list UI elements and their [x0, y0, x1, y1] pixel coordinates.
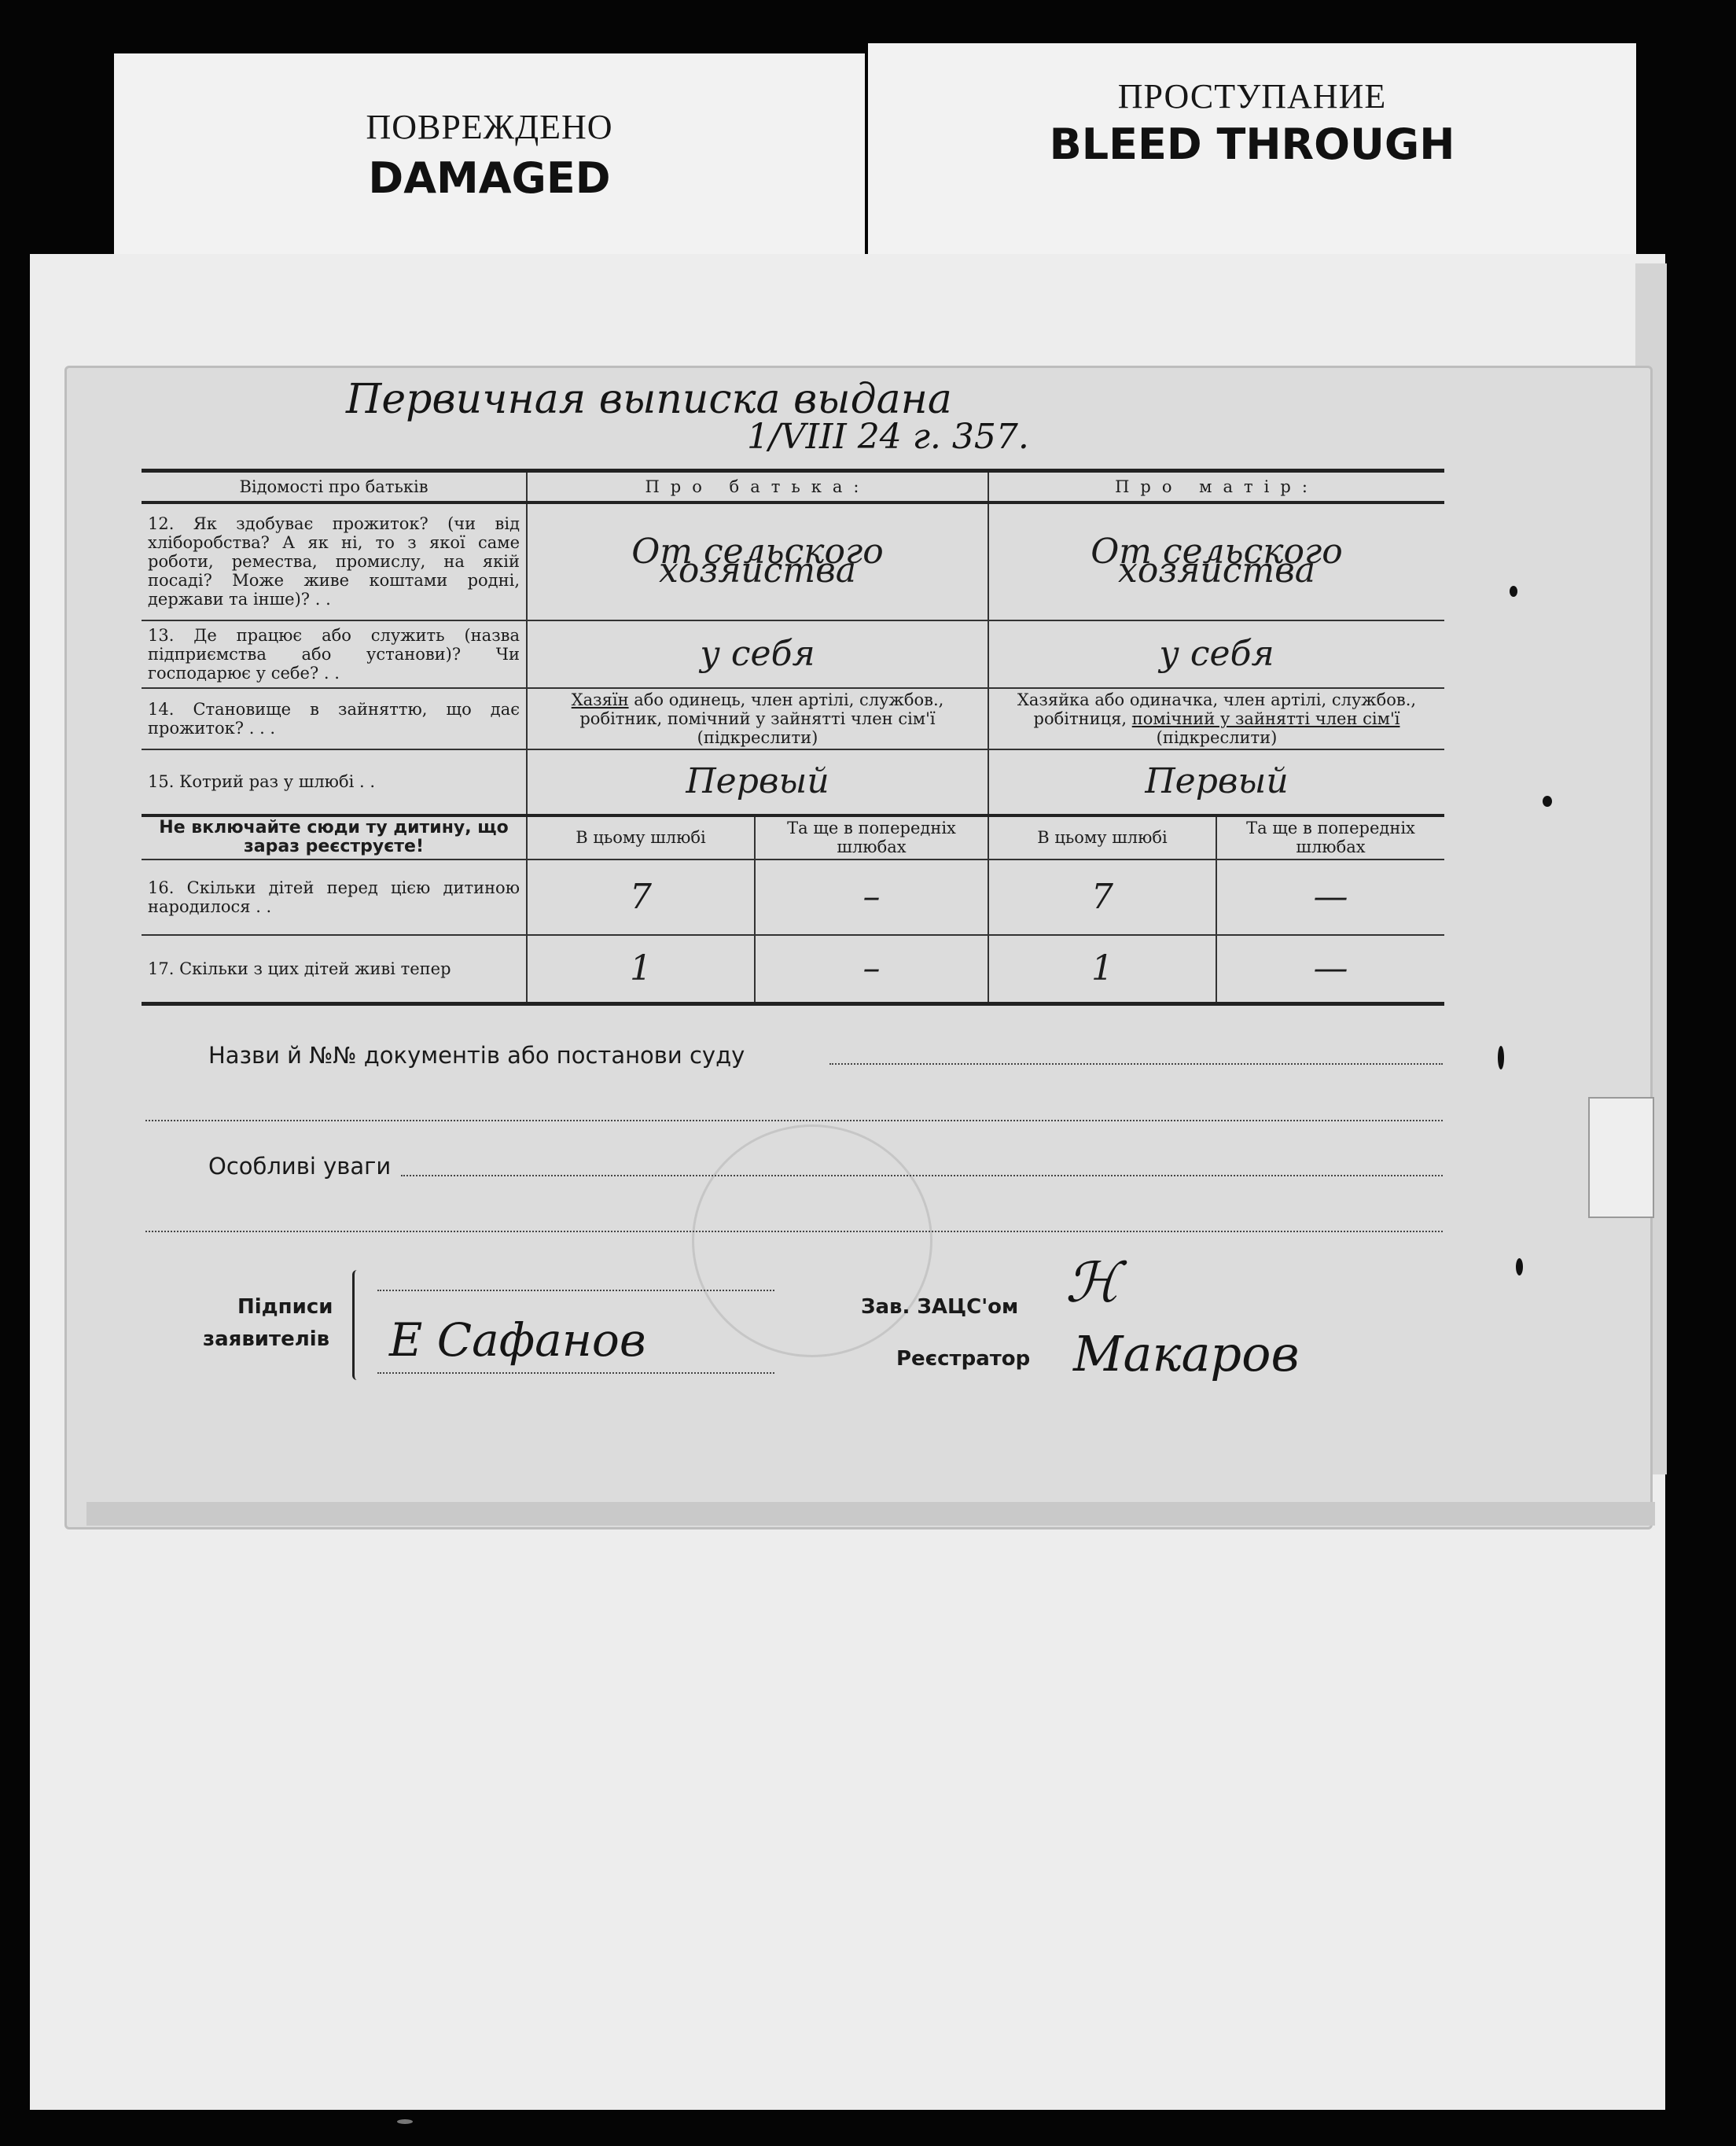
q14-mother-underlined: помічний у зайнятті член сім'ї [1131, 709, 1400, 728]
remarks-label: Особливі уваги [208, 1153, 392, 1180]
head-signature: ℋ [1065, 1250, 1120, 1315]
q16-father-this: 7 [527, 860, 755, 935]
q14-mother-first: Хазяйка або одиначка, член артілі, службов., робітниця, [1017, 690, 1417, 728]
applicant-sig-line-1 [377, 1290, 774, 1291]
q14-mother-rest: (підкреслити) [1156, 727, 1278, 747]
form-bottom-fold [86, 1502, 1655, 1526]
q15-mother-value: Первый [988, 749, 1444, 815]
damaged-notice-en: DAMAGED [368, 153, 611, 203]
q15-father-value: Первый [527, 749, 988, 815]
bleed-through-notice-en: BLEED THROUGH [1049, 120, 1455, 169]
q16-mother-previous: — [1216, 860, 1444, 935]
signature-brace [352, 1270, 362, 1380]
q16-mother-this: 7 [988, 860, 1216, 935]
applicants-label-2: заявителів [203, 1327, 330, 1351]
speck-3 [1498, 1046, 1504, 1069]
mother-this-marriage-header: В цьому шлюбі [988, 815, 1216, 860]
tab-clip [1588, 1097, 1654, 1218]
faint-stamp [692, 1125, 932, 1357]
header-mother: Про матір: [988, 471, 1444, 502]
q17-label: 17. Скільки з цих дітей живі тепер [142, 935, 527, 1004]
father-previous-marriages-header: Та ще в попередніх шлюбах [755, 815, 988, 860]
q16-father-previous: – [755, 860, 988, 935]
speck-4 [1516, 1258, 1523, 1275]
speck-5 [397, 2119, 413, 2124]
applicant-signature: Е Сафанов [389, 1313, 646, 1367]
q13-father-value: у себя [527, 620, 988, 688]
remarks-line [401, 1175, 1443, 1176]
q13-label: 13. Де працює або служить (назва підприємства або установи)? Чи господарює у себе? . . [142, 620, 527, 688]
speck-2 [1543, 796, 1552, 807]
registrar-signature: Макаров [1073, 1325, 1300, 1382]
header-father: Про батька: [527, 471, 988, 502]
q14-father-rest: або одинець, член артілі, службов., робітник, помічний у зайнятті член сім'ї (підкреслити) [579, 690, 944, 747]
bleed-through-notice-ru: ПРОСТУПАНИЕ [1117, 77, 1387, 116]
remarks-line-2 [145, 1231, 1443, 1232]
mother-previous-marriages-header: Та ще в попередніх шлюбах [1216, 815, 1444, 860]
q12-father-value: От сельского хозяйства [527, 502, 988, 620]
q12-label: 12. Як здобуває прожиток? (чи від хліборобства? А як ні, то з якої саме роботи, ремества, промислу, на якій посаді? Може живе коштами родні, держави та інше)? . . [142, 502, 527, 620]
q13-mother-value: у себя [988, 620, 1444, 688]
q17-mother-this: 1 [988, 935, 1216, 1004]
documents-line-2 [145, 1120, 1443, 1121]
head-of-office-label: Зав. ЗАЦС'ом [861, 1295, 1019, 1319]
speck-1 [1510, 586, 1517, 597]
q14-label: 14. Становище в зайняттю, що дає прожиток? . . . [142, 688, 527, 749]
header-parents: Відомості про батьків [142, 471, 527, 502]
exclude-child-note: Не включайте сюди ту дитину, що зараз реєструєте! [142, 815, 527, 860]
q17-father-previous: – [755, 935, 988, 1004]
father-this-marriage-header: В цьому шлюбі [527, 815, 755, 860]
registrar-label: Реєстратор [896, 1347, 1031, 1371]
q14-father-underlined: Хазяїн [571, 690, 629, 709]
issued-note-line2: 1/VIII 24 г. 357. [747, 417, 1029, 457]
documents-label: Назви й №№ документів або постанови суду [208, 1042, 745, 1069]
q15-label: 15. Котрий раз у шлюбі . . [142, 749, 527, 815]
bleed-through-notice [868, 43, 1636, 266]
issued-note-line1: Первичная выписка выдана [346, 376, 952, 423]
applicant-sig-line-2 [377, 1372, 774, 1374]
q12-mother-value: От сельского хозяйства [988, 502, 1444, 620]
q17-mother-previous: — [1216, 935, 1444, 1004]
q14-mother-options [988, 688, 1444, 749]
damaged-notice-ru: ПОВРЕЖДЕНО [366, 108, 613, 146]
q17-father-this: 1 [527, 935, 755, 1004]
q16-label: 16. Скільки дітей перед цією дитиною народилося . . [142, 860, 527, 935]
applicants-label-1: Підписи [237, 1295, 333, 1319]
parents-info-table [142, 469, 1444, 1006]
documents-line [829, 1063, 1443, 1065]
q14-father-options [527, 688, 988, 749]
